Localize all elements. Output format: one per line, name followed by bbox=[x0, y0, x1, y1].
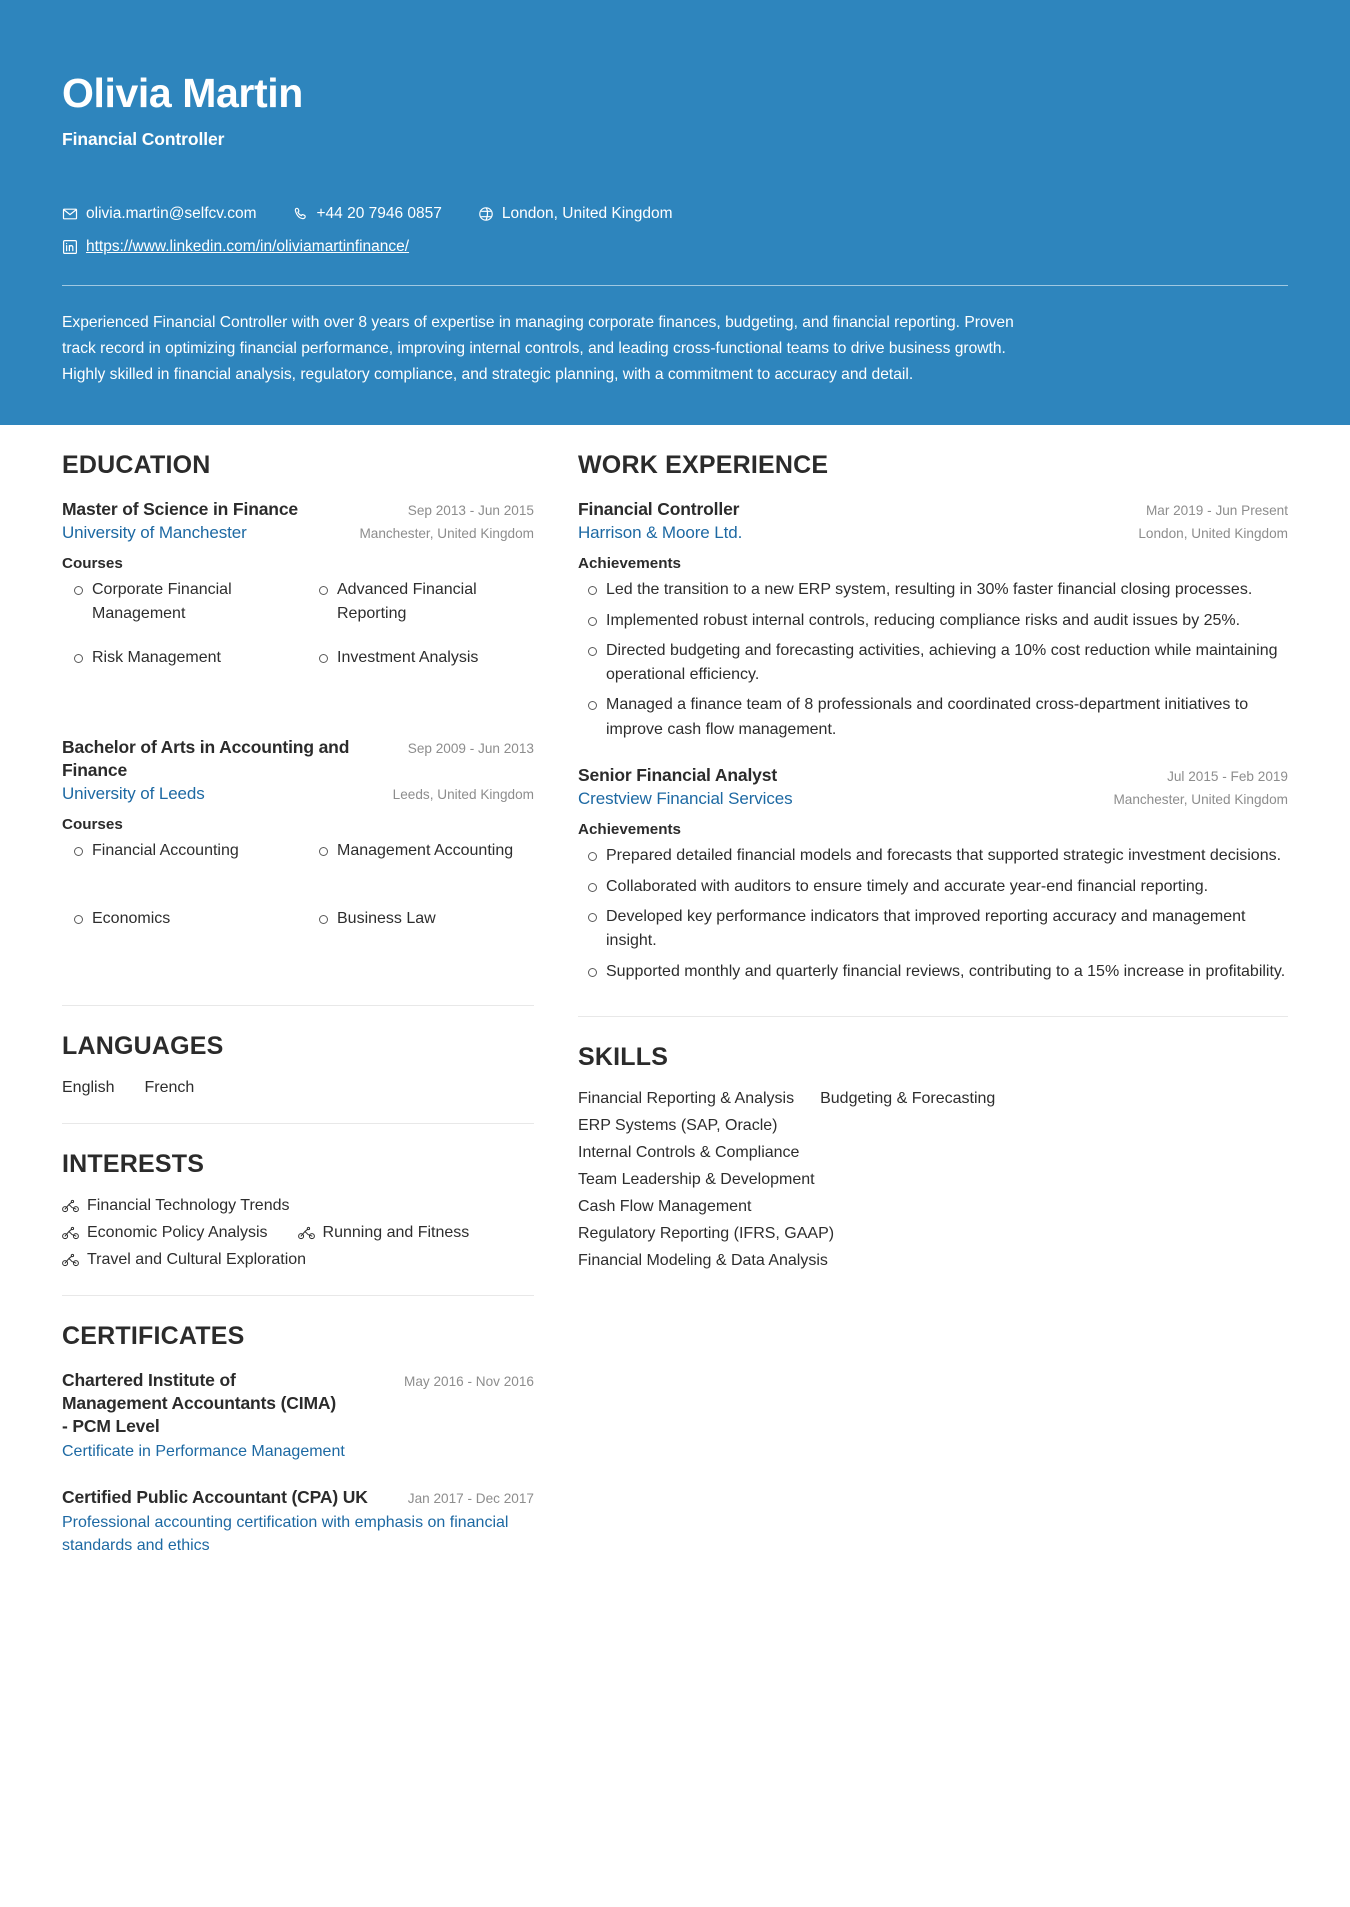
achievement-item: Led the transition to a new ERP system, resulting in 30% faster financial closing processes. bbox=[578, 578, 1288, 602]
globe-pin-icon bbox=[478, 206, 494, 222]
work-role: Senior Financial Analyst bbox=[578, 765, 778, 786]
certificate-entry bbox=[62, 1486, 534, 1558]
section-title-languages: LANGUAGES bbox=[62, 1032, 224, 1061]
education-dates: Sep 2009 - Jun 2013 bbox=[407, 741, 534, 757]
education-entry bbox=[62, 736, 534, 975]
skill-line bbox=[578, 1144, 1288, 1162]
interest-line bbox=[62, 1224, 534, 1242]
education-school[interactable]: University of Manchester bbox=[62, 523, 247, 543]
section-title-work-experience: WORK EXPERIENCE bbox=[578, 451, 829, 479]
contact-location-text: London, United Kingdom bbox=[501, 205, 673, 223]
work-location: Manchester, United Kingdom bbox=[1113, 792, 1288, 808]
course-item: Financial Accounting bbox=[62, 839, 289, 907]
education-degree: Bachelor of Arts in Accounting and Finance bbox=[62, 737, 350, 781]
phone-icon bbox=[293, 206, 309, 222]
skill-line bbox=[578, 1171, 1288, 1189]
envelope-icon bbox=[62, 206, 78, 222]
education-location: Manchester, United Kingdom bbox=[359, 526, 534, 542]
contact-info bbox=[62, 204, 1288, 257]
skill-line bbox=[578, 1090, 1288, 1108]
interest-line bbox=[62, 1251, 534, 1269]
interest-item bbox=[298, 1224, 470, 1242]
achievement-item: Supported monthly and quarterly financial reviews, contributing to a 15% increase in profitability. bbox=[578, 960, 1288, 984]
contact-email[interactable] bbox=[62, 204, 257, 224]
skill-item: ERP Systems (SAP, Oracle) bbox=[578, 1116, 778, 1134]
interest-label: Economic Policy Analysis bbox=[87, 1224, 268, 1242]
contact-phone[interactable] bbox=[293, 204, 442, 224]
language-item: French bbox=[144, 1079, 195, 1097]
achievement-item: Collaborated with auditors to ensure timely and accurate year-end financial reporting. bbox=[578, 875, 1288, 899]
skill-item: Budgeting & Forecasting bbox=[820, 1089, 996, 1107]
certificate-name: Certified Public Accountant (CPA) UK bbox=[62, 1486, 368, 1507]
certificate-dates: Jan 2017 - Dec 2017 bbox=[407, 1490, 534, 1506]
skill-item: Cash Flow Management bbox=[578, 1197, 752, 1215]
section-title-certificates: CERTIFICATES bbox=[62, 1322, 245, 1351]
course-item: Business Law bbox=[307, 907, 534, 975]
contact-row-secondary bbox=[62, 237, 1288, 257]
courses-grid bbox=[62, 578, 534, 714]
achievement-item: Developed key performance indicators that improved reporting accuracy and management insight. bbox=[578, 905, 1288, 954]
section-interests bbox=[62, 1123, 534, 1275]
course-item: Corporate Financial Management bbox=[62, 578, 289, 646]
header-divider bbox=[62, 285, 1288, 286]
bicycle-icon bbox=[298, 1226, 315, 1240]
resume-header bbox=[0, 0, 1350, 425]
contact-linkedin-text: https://www.linkedin.com/in/oliviamartinfinance/ bbox=[86, 238, 410, 256]
skill-item: Regulatory Reporting (IFRS, GAAP) bbox=[578, 1224, 835, 1242]
skill-item: Team Leadership & Development bbox=[578, 1170, 815, 1188]
resume-body bbox=[0, 425, 1350, 1607]
skill-line bbox=[578, 1117, 1288, 1135]
right-column bbox=[578, 451, 1288, 1276]
section-title-interests: INTERESTS bbox=[62, 1150, 205, 1179]
certificate-dates: May 2016 - Nov 2016 bbox=[404, 1374, 534, 1390]
achievement-item: Directed budgeting and forecasting activities, achieving a 10% cost reduction while maintaining operational efficiency. bbox=[578, 639, 1288, 688]
work-company[interactable]: Harrison & Moore Ltd. bbox=[578, 523, 743, 543]
section-languages bbox=[62, 1005, 534, 1103]
certificate-description: Certificate in Performance Management bbox=[62, 1443, 345, 1461]
course-item: Investment Analysis bbox=[307, 646, 534, 714]
section-skills bbox=[578, 1016, 1288, 1276]
achievement-item: Implemented robust internal controls, reducing compliance risks and audit issues by 25%. bbox=[578, 609, 1288, 633]
courses-grid bbox=[62, 839, 534, 975]
job-title: Financial Controller bbox=[62, 129, 225, 150]
interest-label: Running and Fitness bbox=[322, 1224, 470, 1242]
linkedin-icon bbox=[62, 239, 78, 255]
left-column bbox=[62, 451, 534, 1567]
certificate-description: Professional accounting certification with emphasis on financial standards and ethics bbox=[62, 1514, 509, 1555]
interest-item bbox=[62, 1197, 290, 1215]
interests-list bbox=[62, 1197, 534, 1269]
achievements-label: Achievements bbox=[578, 555, 681, 573]
contact-row-primary bbox=[62, 204, 1288, 224]
section-title-skills: SKILLS bbox=[578, 1042, 669, 1071]
work-entry bbox=[578, 498, 1288, 742]
bicycle-icon bbox=[62, 1199, 79, 1213]
achievements-list bbox=[578, 578, 1288, 742]
education-entry bbox=[62, 498, 534, 714]
interest-line bbox=[62, 1197, 534, 1215]
contact-phone-text: +44 20 7946 0857 bbox=[316, 205, 442, 223]
section-education bbox=[62, 451, 534, 985]
achievement-item: Managed a finance team of 8 professionals and coordinated cross-department initiatives to improve cash flow management. bbox=[578, 693, 1288, 742]
language-item: English bbox=[62, 1079, 115, 1097]
courses-label: Courses bbox=[62, 555, 123, 573]
work-entry bbox=[578, 764, 1288, 984]
bicycle-icon bbox=[62, 1253, 79, 1267]
course-item: Economics bbox=[62, 907, 289, 975]
work-location: London, United Kingdom bbox=[1138, 526, 1288, 542]
achievements-label: Achievements bbox=[578, 821, 681, 839]
education-school[interactable]: University of Leeds bbox=[62, 784, 205, 804]
page-title: Olivia Martin bbox=[62, 70, 303, 116]
course-item: Advanced Financial Reporting bbox=[307, 578, 534, 646]
profile-summary: Experienced Financial Controller with over 8 years of expertise in managing corporate finances, budgeting, and financial reporting. Proven track record in optimizing financial performance, improving internal controls, and leading cross-functional teams to drive business growth. Highly skilled in financial analysis, regulatory compliance, and strategic planning, with a commitment to accuracy and detail. bbox=[62, 314, 1014, 383]
work-role: Financial Controller bbox=[578, 499, 740, 519]
education-dates: Sep 2013 - Jun 2015 bbox=[407, 503, 534, 518]
languages-list bbox=[62, 1079, 534, 1097]
skill-line bbox=[578, 1252, 1288, 1270]
skill-item: Financial Modeling & Data Analysis bbox=[578, 1251, 828, 1269]
section-title-education: EDUCATION bbox=[62, 451, 211, 479]
skill-line bbox=[578, 1225, 1288, 1243]
course-item: Management Accounting bbox=[307, 839, 534, 907]
work-dates: Mar 2019 - Jun Present bbox=[1145, 503, 1288, 518]
course-item: Risk Management bbox=[62, 646, 289, 714]
bicycle-icon bbox=[62, 1226, 79, 1240]
interest-label: Travel and Cultural Exploration bbox=[87, 1251, 307, 1269]
achievement-item: Prepared detailed financial models and forecasts that supported strategic investment decisions. bbox=[578, 844, 1288, 868]
education-location: Leeds, United Kingdom bbox=[392, 787, 534, 803]
skill-item: Internal Controls & Compliance bbox=[578, 1143, 800, 1161]
courses-label: Courses bbox=[62, 816, 123, 834]
certificate-entry bbox=[62, 1369, 534, 1463]
contact-linkedin[interactable] bbox=[62, 237, 409, 257]
contact-location bbox=[478, 204, 673, 224]
interest-label: Financial Technology Trends bbox=[87, 1197, 290, 1215]
skills-list bbox=[578, 1090, 1288, 1270]
interest-item bbox=[62, 1224, 268, 1242]
contact-email-text: olivia.martin@selfcv.com bbox=[86, 205, 257, 223]
achievements-list bbox=[578, 844, 1288, 984]
section-certificates bbox=[62, 1295, 534, 1567]
education-degree: Master of Science in Finance bbox=[62, 499, 299, 519]
work-company[interactable]: Crestview Financial Services bbox=[578, 789, 793, 809]
skill-line bbox=[578, 1198, 1288, 1216]
interest-item bbox=[62, 1251, 306, 1269]
section-work-experience bbox=[578, 451, 1288, 996]
skill-item: Financial Reporting & Analysis bbox=[578, 1089, 795, 1107]
certificate-name: Chartered Institute of Management Accountants (CIMA) - PCM Level bbox=[62, 1370, 337, 1437]
work-dates: Jul 2015 - Feb 2019 bbox=[1167, 769, 1288, 785]
